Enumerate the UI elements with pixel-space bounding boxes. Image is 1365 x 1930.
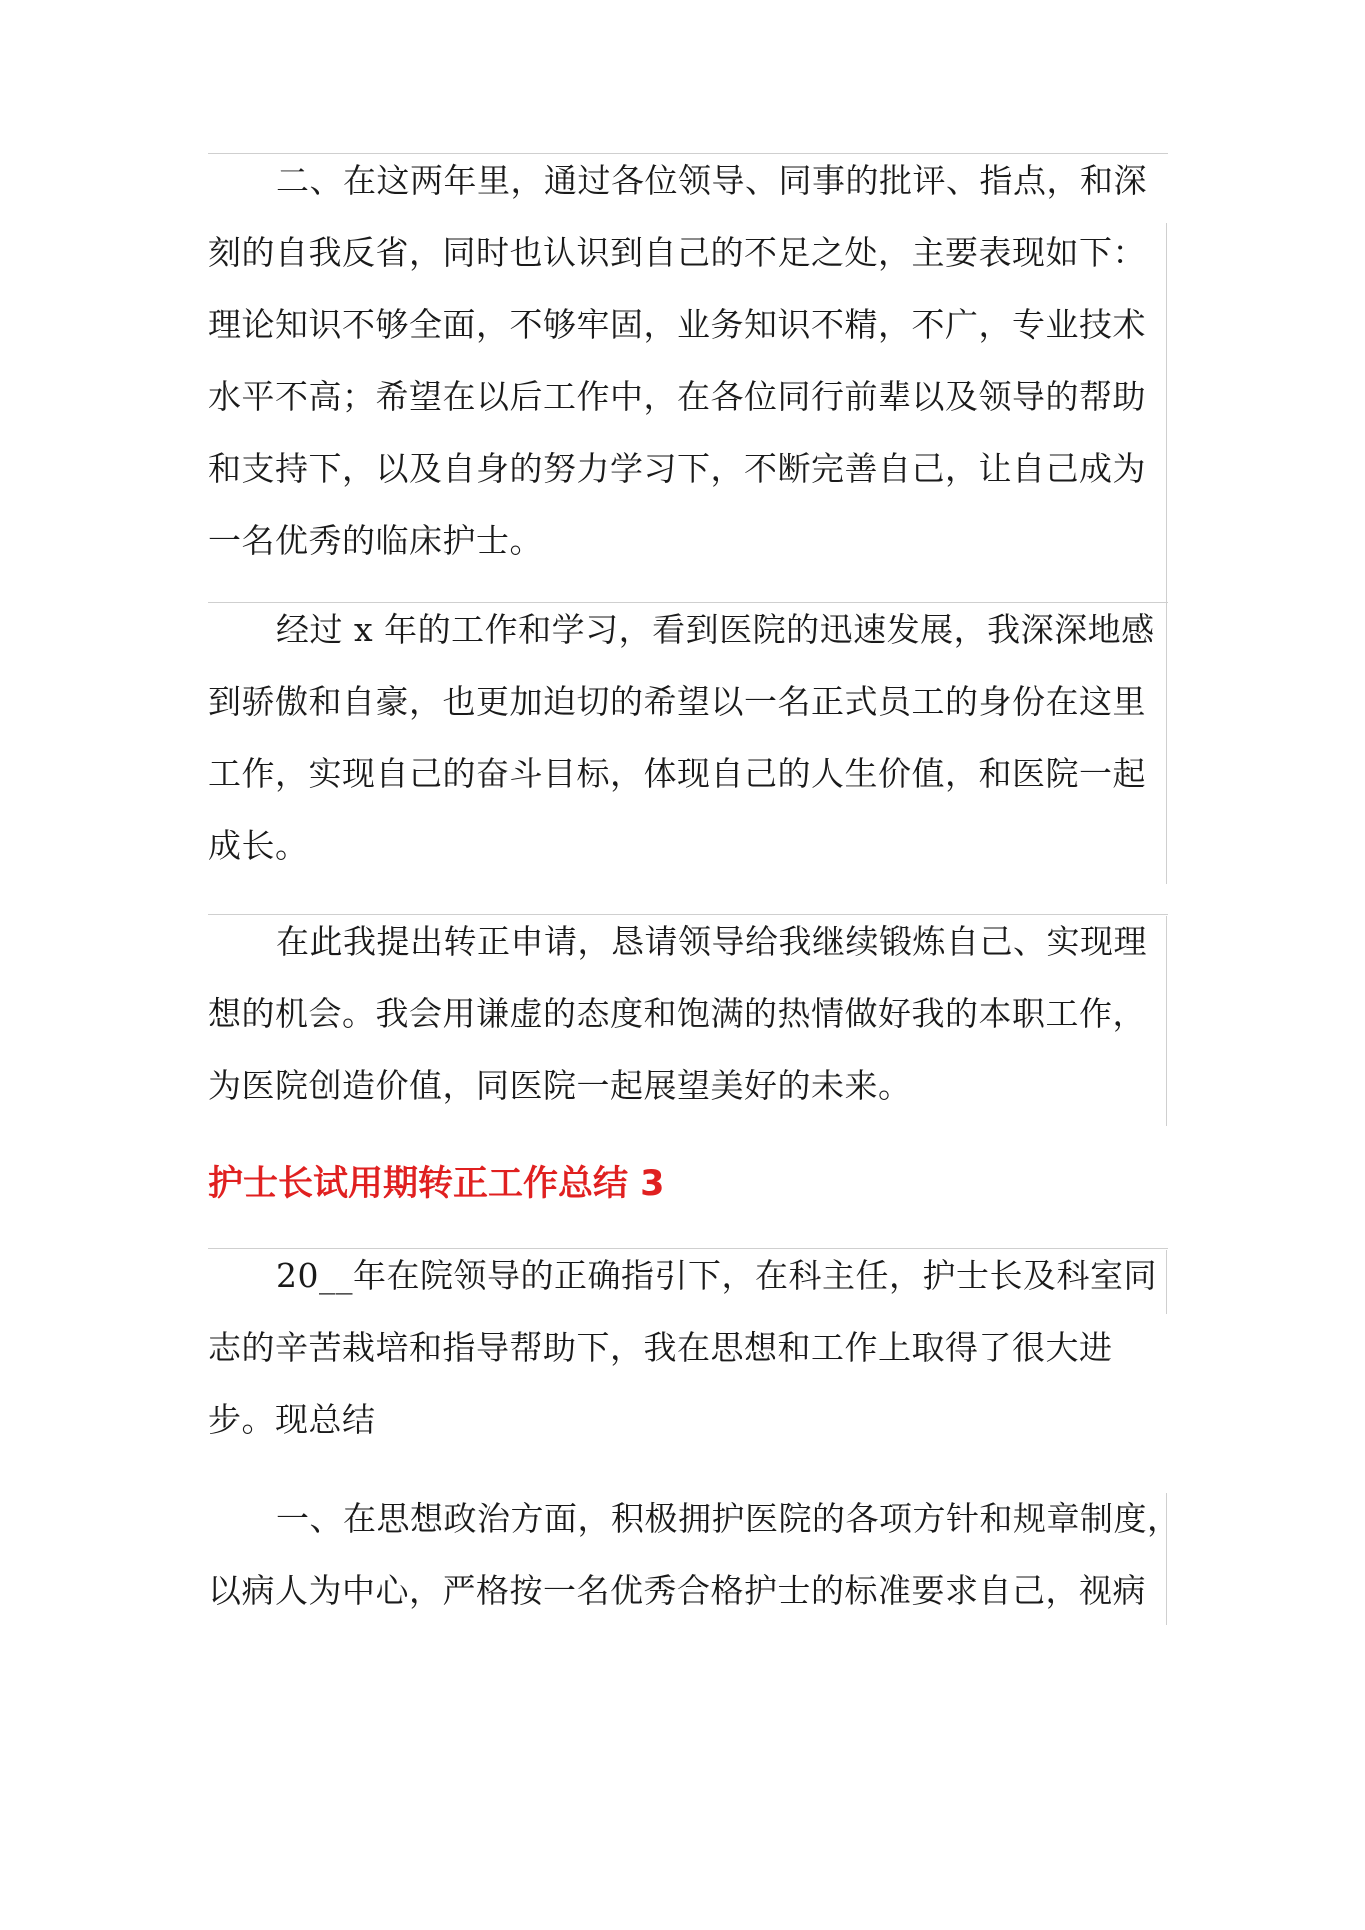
paragraph-line: 一、在思想政治方面，积极拥护医院的各项方针和规章制度， [276, 1499, 1181, 1538]
section-heading: 护士长试用期转正工作总结 3 [208, 1164, 665, 1204]
paragraph-line: 理论知识不够全面，不够牢固，业务知识不精，不广，专业技术 [208, 305, 1146, 344]
paragraph-line: 20__年在院领导的正确指引下，在科主任，护士长及科室同 [276, 1256, 1157, 1295]
paragraph-line: 为医院创造价值，同医院一起展望美好的未来。 [208, 1066, 912, 1105]
text-boundary-line [1166, 1250, 1167, 1314]
paragraph-line: 想的机会。我会用谦虚的态度和饱满的热情做好我的本职工作， [208, 994, 1146, 1033]
paragraph-line: 经过 x 年的工作和学习，看到医院的迅速发展，我深深地感 [276, 610, 1155, 649]
paragraph-line: 二、在这两年里，通过各位领导、同事的批评、指点，和深 [276, 161, 1147, 200]
paragraph-line: 水平不高；希望在以后工作中，在各位同行前辈以及领导的帮助 [208, 377, 1146, 416]
paragraph-line: 工作，实现自己的奋斗目标，体现自己的人生价值，和医院一起 [208, 754, 1146, 793]
text-boundary-line [1166, 223, 1167, 655]
paragraph-line: 成长。 [208, 826, 309, 865]
text-boundary-line [1166, 604, 1167, 884]
paragraph-line: 和支持下，以及自身的努力学习下，不断完善自己，让自己成为 [208, 449, 1146, 488]
paragraph-line: 以病人为中心，严格按一名优秀合格护士的标准要求自己，视病 [208, 1571, 1146, 1610]
paragraph-line: 步。现总结 [208, 1400, 376, 1439]
paragraph-line: 一名优秀的临床护士。 [208, 521, 543, 560]
paragraph-line: 志的辛苦栽培和指导帮助下，我在思想和工作上取得了很大进 [208, 1328, 1113, 1367]
paragraph-line: 在此我提出转正申请，恳请领导给我继续锻炼自己、实现理 [276, 922, 1147, 961]
text-boundary-line [1166, 916, 1167, 1126]
paragraph-line: 到骄傲和自豪，也更加迫切的希望以一名正式员工的身份在这里 [208, 682, 1146, 721]
paragraph-line: 刻的自我反省，同时也认识到自己的不足之处，主要表现如下： [208, 233, 1146, 272]
